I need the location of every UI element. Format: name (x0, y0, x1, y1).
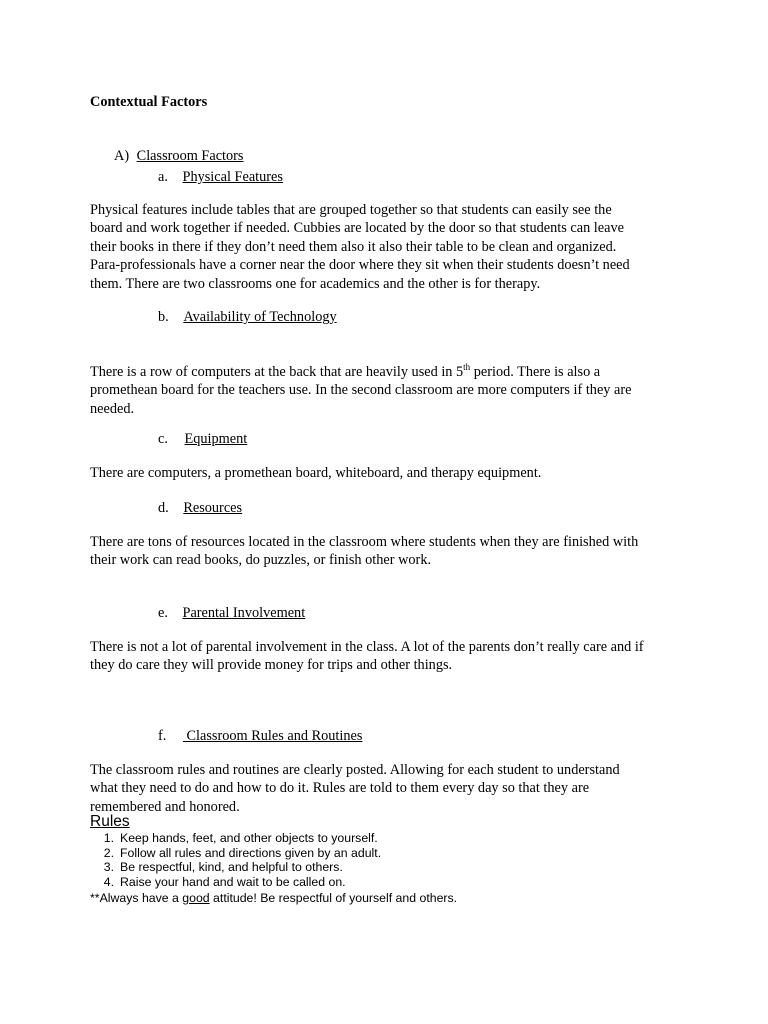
rule-number: 3. (103, 860, 114, 874)
parental-involvement-paragraph (90, 638, 644, 675)
superscript-th: th (463, 362, 471, 372)
subsection-c-heading (158, 431, 247, 448)
subsection-c-label: Equipment (184, 431, 248, 447)
paragraph-line: There are computers, a promethean board, whiteboard, and therapy equipment. (90, 465, 542, 481)
subsection-f-marker: f. (158, 728, 167, 744)
line-text: period. There is also a (470, 363, 601, 380)
paragraph-line: The classroom rules and routines are clearly posted. Allowing for each student to understand (90, 762, 620, 778)
paragraph-line: what they need to do and how to do it. Rules are told to them every day so that they are (90, 780, 590, 797)
subsection-e-marker: e. (158, 605, 168, 621)
paragraph-line: There are tons of resources located in the classroom where students when they are finished with (90, 534, 639, 550)
line-text: There is a row of computers at the back that are heavily used in 5 (90, 363, 464, 380)
rule-text: Be respectful, kind, and helpful to others. (120, 860, 343, 874)
rules-list (90, 831, 381, 889)
subsection-f-label: Classroom Rules and Routines (182, 728, 363, 744)
resources-paragraph (90, 533, 638, 570)
rule-number: 1. (103, 831, 114, 845)
section-a-marker: A) (114, 148, 130, 164)
paragraph-line: their books in there if they don’t need them also it also their table to be clean and organized. (90, 238, 617, 255)
equipment-paragraph (90, 464, 541, 482)
rule-item (90, 875, 381, 890)
paragraph-line: needed. (90, 400, 135, 417)
paragraph-line: their work can read books, do puzzles, or finish other work. (90, 552, 432, 569)
paragraph-line: promethean board for the teachers use. In the second classroom are more computers if they are (90, 382, 632, 399)
subsection-a-heading (158, 169, 283, 186)
subsection-b-marker: b. (158, 309, 169, 325)
rules-heading: Rules (90, 813, 130, 830)
paragraph-line: There is not a lot of parental involvement in the class. A lot of the parents don’t really care and if (90, 639, 644, 655)
paragraph-line: them. There are two classrooms one for academics and the other is for therapy. (90, 275, 541, 292)
subsection-b-heading (158, 309, 337, 326)
rule-number: 2. (103, 845, 114, 860)
rule-text: Keep hands, feet, and other objects to yourself. (120, 831, 378, 845)
rule-item (90, 846, 381, 861)
subsection-d-label: Resources (183, 500, 243, 516)
subsection-e-label: Parental Involvement (182, 605, 306, 621)
note-emphasis: good (182, 891, 210, 905)
subsection-d-heading (158, 500, 242, 517)
note-text: attitude! Be respectful of yourself and others. (209, 891, 458, 905)
rule-item (90, 831, 381, 846)
section-a-heading (114, 148, 244, 165)
attitude-note (90, 891, 457, 905)
paragraph-line: remembered and honored. (90, 798, 240, 815)
subsection-b-label: Availability of Technology (183, 309, 337, 325)
rules-routines-paragraph (90, 761, 620, 816)
document-title: Contextual Factors (90, 94, 208, 110)
paragraph-line: they do care they will provide money for trips and other things. (90, 657, 453, 674)
subsection-a-marker: a. (158, 169, 168, 185)
subsection-a-label: Physical Features (182, 169, 283, 185)
note-text: **Always have a (90, 891, 183, 905)
paragraph-line: Para-professionals have a corner near the door where they sit when their students doesn’t need (90, 257, 630, 274)
subsection-c-marker: c. (158, 431, 168, 447)
rule-item (90, 860, 381, 875)
subsection-d-marker: d. (158, 500, 169, 516)
rule-text: Raise your hand and wait to be called on. (120, 874, 346, 889)
paragraph-line: board and work together if needed. Cubbies are located by the door so that students can leave (90, 220, 624, 237)
rule-number: 4. (103, 874, 114, 889)
technology-paragraph (90, 358, 631, 418)
paragraph-line (90, 358, 631, 381)
paragraph-line: Physical features include tables that are grouped together so that students can easily see the (90, 202, 612, 218)
physical-features-paragraph (90, 201, 630, 293)
subsection-f-heading (158, 728, 362, 745)
subsection-e-heading (158, 605, 305, 622)
rule-text: Follow all rules and directions given by an adult. (120, 845, 382, 860)
section-a-label: Classroom Factors (136, 148, 244, 164)
